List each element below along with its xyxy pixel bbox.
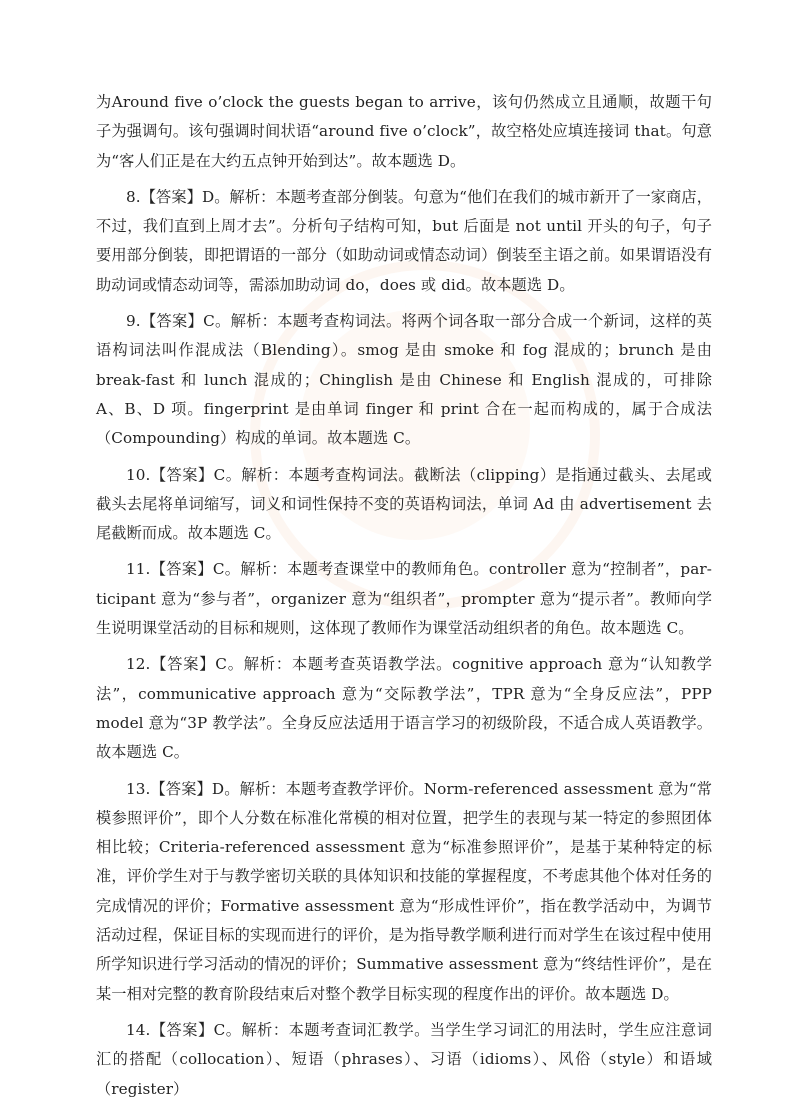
paragraph-answer-9: 9.【答案】C。解析：本题考查构词法。将两个词各取一部分合成一个新词，这样的英语构词法叫作混成法（Blending）。smog 是由 smoke 和 fog 混成的；brunch 是由 break-fast 和 lunch 混成的；Chinglish 是由 Chinese 和 English 混成的，可排除 A、B、D 项。fingerprint 是由单词 finger 和 print 合在一起而构成的，属于合成法（Compounding）构成的单词。故本题选 C。 (96, 312, 712, 448)
paragraph-answer-8: 8.【答案】D。解析：本题考查部分倒装。句意为“他们在我们的城市新开了一家商店，不过，我们直到上周才去”。分析句子结构可知，but 后面是 not until 开头的句子，句子要用部分倒装，即把谓语的一部分（如助动词或情态动词）倒装至主语之前。如果谓语没有助动词或情态动词等，需添加助动词 do，does 或 did。故本题选 D。 (96, 187, 712, 294)
paragraph-answer-12: 12.【答案】C。解析：本题考查英语教学法。cognitive approach 意为“认知教学法”，communicative approach 意为“交际教学法”，TPR 意为“全身反应法”，PPP model 意为“3P 教学法”。全身反应法适用于语言学习的初级阶段，不适合成人英语教学。故本题选 C。 (96, 655, 712, 762)
paragraph-answer-13: 13.【答案】D。解析：本题考查教学评价。Norm-referenced assessment 意为“常模参照评价”，即个人分数在标准化常模的相对位置，把学生的表现与某一特定的参照团体相比较；Criteria-referenced assessment 意为“标准参照评价”，是基于某种特定的标准，评价学生对于与教学密切关联的具体知识和技能的掌握程度，不考虑其他个体对任务的完成情况的评价；Formative assessment 意为“形成性评价”，指在教学活动中，为调节活动过程，保证目标的实现而进行的评价，是为指导教学顺利进行而对学生在该过程中使用所学知识进行学习活动的情况的评价；Summative assessment 意为“终结性评价”，是在某一相对完整的教育阶段结束后对整个教学目标实现的程度作出的评价。故本题选 D。 (96, 779, 712, 1003)
paragraph-answer-14: 14.【答案】C。解析：本题考查词汇教学。当学生学习词汇的用法时，学生应注意词汇的搭配（collocation）、短语（phrases）、习语（idioms）、风俗（style）和语域（register） (96, 1020, 712, 1098)
paragraph-continuation: 为Around five o’clock the guests began to arrive，该句仍然成立且通顺，故题干句子为强调句。该句强调时间状语“around five o’clock”，故空格处应填连接词 that。句意为“客人们正是在大约五点钟开始到达”。故本题选 D。 (96, 93, 712, 170)
paragraph-answer-11: 11.【答案】C。解析：本题考查课堂中的教师角色。controller 意为“控制者”，par-ticipant 意为“参与者”，organizer 意为“组织者”，prompter 意为“提示者”。教师向学生说明课堂活动的目标和规则，这体现了教师作为课堂活动组织者的角色。故本题选 C。 (96, 560, 712, 638)
paragraph-answer-10: 10.【答案】C。解析：本题考查构词法。截断法（clipping）是指通过截头、去尾或截头去尾将单词缩写，词义和词性保持不变的英语构词法，单词 Ad 由 advertisement 去尾截断而成。故本题选 C。 (96, 465, 712, 543)
